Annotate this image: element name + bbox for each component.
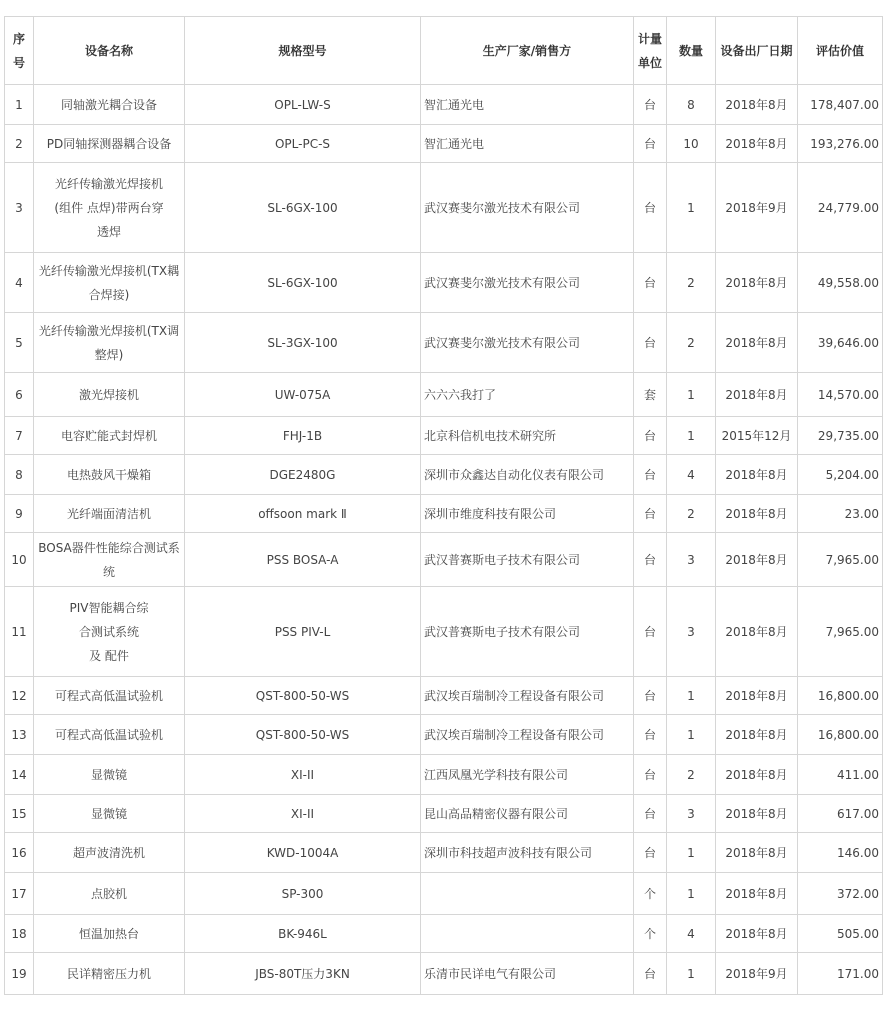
cell-maker: 武汉赛斐尔激光技术有限公司 [421,253,634,313]
cell-name: 显微镜 [34,795,185,833]
cell-no: 3 [5,163,34,253]
cell-no: 18 [5,915,34,953]
cell-date: 2018年8月 [716,533,798,587]
cell-no: 11 [5,587,34,677]
cell-value: 5,204.00 [798,455,883,495]
cell-qty: 1 [667,373,716,417]
cell-model: JBS-80T压力3KN [185,953,421,995]
cell-model: BK-946L [185,915,421,953]
cell-no: 17 [5,873,34,915]
cell-name [34,587,185,677]
cell-unit: 台 [634,125,667,163]
table-body [5,85,883,995]
cell-name-line: 整焊) [94,347,124,362]
cell-name: 超声波清洗机 [34,833,185,873]
cell-date: 2018年8月 [716,455,798,495]
cell-no: 12 [5,677,34,715]
cell-model: SP-300 [185,873,421,915]
table-row [5,953,883,995]
cell-unit: 台 [634,953,667,995]
cell-maker: 武汉埃百瑞制冷工程设备有限公司 [421,715,634,755]
cell-model: offsoon mark Ⅱ [185,495,421,533]
cell-date: 2015年12月 [716,417,798,455]
cell-date: 2018年8月 [716,373,798,417]
cell-name-line: 光纤传输激光焊接机(TX耦 [38,263,180,278]
cell-maker: 武汉埃百瑞制冷工程设备有限公司 [421,677,634,715]
cell-date: 2018年8月 [716,313,798,373]
cell-unit: 台 [634,715,667,755]
cell-maker: 六六六我打了 [421,373,634,417]
cell-no: 8 [5,455,34,495]
table-row [5,715,883,755]
cell-maker: 武汉普赛斯电子技术有限公司 [421,587,634,677]
cell-no: 4 [5,253,34,313]
table-row [5,533,883,587]
cell-name-line: (组件 点焊)带两台穿 [54,200,164,215]
table-row [5,417,883,455]
cell-model: KWD-1004A [185,833,421,873]
cell-qty: 4 [667,915,716,953]
cell-name-line: PIV智能耦合综 [69,600,149,615]
cell-qty: 2 [667,313,716,373]
cell-model: PSS BOSA-A [185,533,421,587]
cell-maker: 武汉赛斐尔激光技术有限公司 [421,313,634,373]
table-header [5,17,883,85]
cell-qty: 1 [667,677,716,715]
cell-qty: 3 [667,587,716,677]
cell-name-line: 合测试系统 [78,624,139,639]
cell-name: 显微镜 [34,755,185,795]
cell-maker: 江西凤凰光学科技有限公司 [421,755,634,795]
cell-name-line: 光纤传输激光焊接机(TX调 [38,323,180,338]
table-row [5,455,883,495]
cell-qty: 1 [667,417,716,455]
table-row [5,373,883,417]
cell-name-line: BOSA器件性能综合测试系 [38,540,180,555]
cell-maker: 北京科信机电技术研究所 [421,417,634,455]
cell-maker: 武汉赛斐尔激光技术有限公司 [421,163,634,253]
cell-no: 9 [5,495,34,533]
cell-value: 29,735.00 [798,417,883,455]
cell-name: 民详精密压力机 [34,953,185,995]
table-row [5,495,883,533]
table-row [5,873,883,915]
table-row [5,677,883,715]
cell-unit: 台 [634,455,667,495]
cell-value: 24,779.00 [798,163,883,253]
cell-model: UW-075A [185,373,421,417]
cell-no: 7 [5,417,34,455]
equipment-table [4,16,883,995]
table-row [5,915,883,953]
header-name: 设备名称 [34,17,185,85]
cell-model: SL-6GX-100 [185,253,421,313]
cell-unit: 台 [634,495,667,533]
cell-qty: 1 [667,833,716,873]
cell-date: 2018年8月 [716,253,798,313]
cell-value: 16,800.00 [798,677,883,715]
cell-name: 电容贮能式封焊机 [34,417,185,455]
table-row [5,587,883,677]
header-no: 序号 [5,17,34,85]
cell-qty: 1 [667,715,716,755]
cell-model: OPL-PC-S [185,125,421,163]
cell-maker: 深圳市维度科技有限公司 [421,495,634,533]
table-row [5,85,883,125]
cell-model: QST-800-50-WS [185,715,421,755]
cell-date: 2018年8月 [716,833,798,873]
cell-no: 19 [5,953,34,995]
cell-name-line: 统 [102,564,115,579]
cell-model: OPL-LW-S [185,85,421,125]
cell-unit: 台 [634,677,667,715]
cell-value: 178,407.00 [798,85,883,125]
cell-model: XI-II [185,755,421,795]
cell-unit: 台 [634,755,667,795]
cell-model: FHJ-1B [185,417,421,455]
cell-no: 13 [5,715,34,755]
cell-qty: 2 [667,495,716,533]
cell-maker: 智汇通光电 [421,125,634,163]
cell-qty: 1 [667,873,716,915]
cell-value: 49,558.00 [798,253,883,313]
cell-model: DGE2480G [185,455,421,495]
cell-no: 16 [5,833,34,873]
cell-model: SL-6GX-100 [185,163,421,253]
cell-no: 1 [5,85,34,125]
cell-unit: 台 [634,417,667,455]
table-row [5,163,883,253]
cell-maker: 乐清市民详电气有限公司 [421,953,634,995]
cell-unit: 台 [634,313,667,373]
cell-name: 同轴激光耦合设备 [34,85,185,125]
cell-qty: 2 [667,253,716,313]
cell-qty: 8 [667,85,716,125]
cell-value: 372.00 [798,873,883,915]
cell-model: QST-800-50-WS [185,677,421,715]
cell-model: XI-II [185,795,421,833]
cell-maker [421,873,634,915]
cell-name [34,163,185,253]
cell-no: 2 [5,125,34,163]
header-value: 评估价值 [798,17,883,85]
cell-date: 2018年8月 [716,755,798,795]
cell-value: 505.00 [798,915,883,953]
cell-unit: 个 [634,873,667,915]
table-row [5,833,883,873]
cell-date: 2018年8月 [716,677,798,715]
cell-qty: 4 [667,455,716,495]
cell-name: 可程式高低温试验机 [34,715,185,755]
cell-name-line: 透焊 [96,224,121,239]
header-maker: 生产厂家/销售方 [421,17,634,85]
cell-date: 2018年8月 [716,915,798,953]
header-date: 设备出厂日期 [716,17,798,85]
cell-name [34,533,185,587]
cell-name [34,253,185,313]
cell-no: 10 [5,533,34,587]
table-row [5,313,883,373]
cell-model: SL-3GX-100 [185,313,421,373]
cell-maker [421,915,634,953]
cell-name-line: 光纤传输激光焊接机 [54,176,163,191]
cell-date: 2018年8月 [716,587,798,677]
cell-qty: 3 [667,533,716,587]
cell-qty: 3 [667,795,716,833]
cell-qty: 2 [667,755,716,795]
cell-maker: 武汉普赛斯电子技术有限公司 [421,533,634,587]
cell-unit: 台 [634,795,667,833]
cell-unit: 台 [634,587,667,677]
cell-name: 可程式高低温试验机 [34,677,185,715]
table-row [5,253,883,313]
cell-unit: 个 [634,915,667,953]
cell-name: PD同轴探测器耦合设备 [34,125,185,163]
cell-unit: 台 [634,253,667,313]
cell-name-line: 及 配件 [89,648,129,663]
cell-value: 411.00 [798,755,883,795]
cell-date: 2018年8月 [716,495,798,533]
header-qty: 数量 [667,17,716,85]
cell-unit: 台 [634,833,667,873]
header-unit [634,17,667,85]
cell-name: 激光焊接机 [34,373,185,417]
cell-maker: 深圳市科技超声波科技有限公司 [421,833,634,873]
cell-value: 14,570.00 [798,373,883,417]
cell-value: 193,276.00 [798,125,883,163]
table-row [5,755,883,795]
cell-date: 2018年8月 [716,85,798,125]
cell-maker: 智汇通光电 [421,85,634,125]
cell-unit: 套 [634,373,667,417]
cell-no: 5 [5,313,34,373]
cell-date: 2018年8月 [716,873,798,915]
header-unit-line1: 计量 [637,31,662,46]
cell-maker: 昆山高品精密仪器有限公司 [421,795,634,833]
cell-name: 点胶机 [34,873,185,915]
table-row [5,795,883,833]
cell-name [34,313,185,373]
table-row [5,125,883,163]
cell-value: 171.00 [798,953,883,995]
cell-value: 7,965.00 [798,587,883,677]
header-unit-line2: 单位 [637,55,662,70]
cell-value: 7,965.00 [798,533,883,587]
cell-date: 2018年8月 [716,795,798,833]
cell-value: 617.00 [798,795,883,833]
cell-value: 39,646.00 [798,313,883,373]
cell-date: 2018年8月 [716,125,798,163]
cell-value: 146.00 [798,833,883,873]
cell-no: 6 [5,373,34,417]
cell-qty: 1 [667,953,716,995]
cell-name: 光纤端面清洁机 [34,495,185,533]
cell-value: 16,800.00 [798,715,883,755]
cell-qty: 10 [667,125,716,163]
cell-date: 2018年9月 [716,953,798,995]
cell-name-line: 合焊接) [88,287,130,302]
cell-name: 恒温加热台 [34,915,185,953]
cell-model: PSS PIV-L [185,587,421,677]
cell-date: 2018年9月 [716,163,798,253]
cell-value: 23.00 [798,495,883,533]
cell-name: 电热鼓风干燥箱 [34,455,185,495]
cell-maker: 深圳市众鑫达自动化仪表有限公司 [421,455,634,495]
cell-unit: 台 [634,85,667,125]
cell-no: 14 [5,755,34,795]
cell-no: 15 [5,795,34,833]
cell-unit: 台 [634,533,667,587]
header-model: 规格型号 [185,17,421,85]
cell-qty: 1 [667,163,716,253]
cell-unit: 台 [634,163,667,253]
cell-date: 2018年8月 [716,715,798,755]
